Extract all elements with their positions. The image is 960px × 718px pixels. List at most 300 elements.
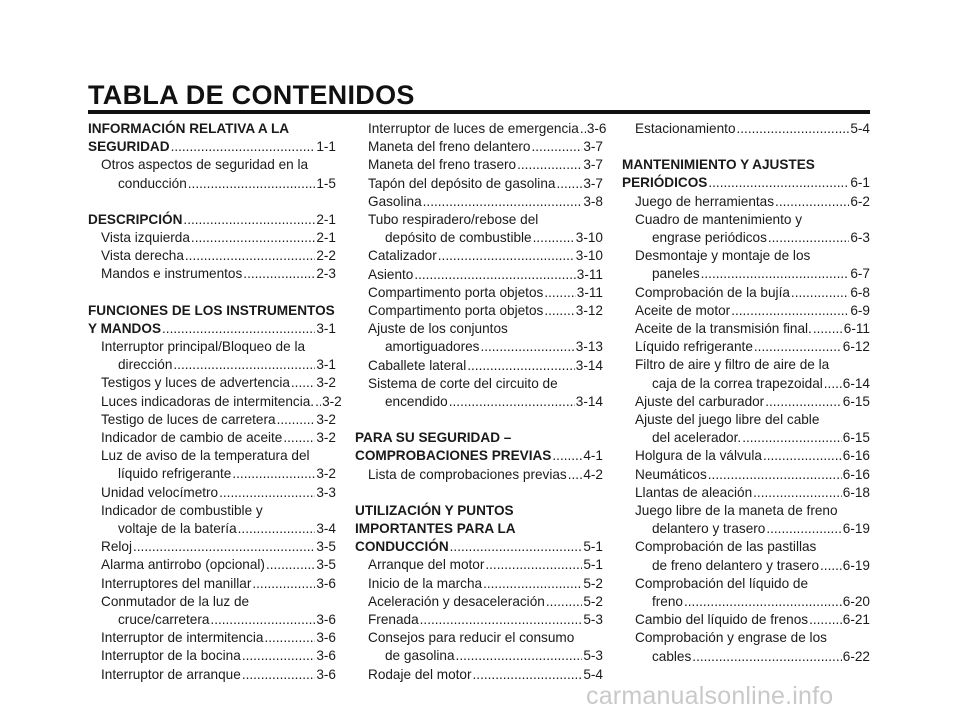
toc-entry xyxy=(622,575,870,593)
toc-page-number: 3-6 xyxy=(316,666,336,682)
dot-leader xyxy=(162,320,315,338)
toc-entry-label: Filtro de aire y filtro de aire de la xyxy=(635,357,830,373)
dot-leader xyxy=(414,266,575,284)
toc-entry xyxy=(355,138,603,156)
dot-leader xyxy=(423,193,583,211)
toc-section-heading: MANTENIMIENTO Y AJUSTES xyxy=(622,157,815,173)
toc-entry-label: Comprobación de la bujía xyxy=(635,284,790,300)
toc-page-number: 6-18 xyxy=(842,484,870,500)
dot-leader xyxy=(291,374,315,392)
dot-leader xyxy=(568,466,583,484)
toc-entry xyxy=(355,193,603,211)
toc-entry xyxy=(622,320,870,338)
toc-entry xyxy=(622,484,870,502)
toc-entry-label: Testigos y luces de advertencia xyxy=(101,375,290,391)
dot-leader xyxy=(283,429,315,447)
dot-leader xyxy=(556,175,582,193)
toc-entry-label: Juego libre de la maneta de freno xyxy=(635,503,838,519)
toc-entry-label: Cambio del líquido de frenos xyxy=(635,612,809,628)
toc-entry xyxy=(622,447,870,465)
toc-entry-label: PERIÓDICOS xyxy=(622,175,708,191)
toc-entry xyxy=(88,229,336,247)
toc-page-number: 3-5 xyxy=(316,557,336,573)
toc-page-number: 6-19 xyxy=(842,521,870,537)
toc-page-number: 3-1 xyxy=(316,320,336,336)
toc-section-entry xyxy=(622,174,870,192)
toc-entry-label: Sistema de corte del circuito de xyxy=(368,375,558,391)
dot-leader xyxy=(420,611,583,629)
toc-entry-label: dirección xyxy=(118,357,173,373)
toc-entry xyxy=(622,502,870,520)
toc-entry xyxy=(88,247,336,265)
watermark: carmanualsonline.info xyxy=(586,682,834,710)
dot-leader xyxy=(473,666,583,684)
toc-entry xyxy=(355,375,603,393)
toc-page-number: 3-2 xyxy=(316,411,336,427)
toc-entry-label: Comprobación y engrase de los xyxy=(635,630,827,646)
toc-page-number: 3-2 xyxy=(316,430,336,446)
toc-page-number: 3-2 xyxy=(322,393,342,409)
dot-leader xyxy=(517,156,582,174)
toc-entry-label: Líquido refrigerante xyxy=(635,339,753,355)
toc-entry xyxy=(622,393,870,411)
toc-page-number: 6-20 xyxy=(842,594,870,610)
toc-page-number: 3-6 xyxy=(316,575,336,591)
toc-entry xyxy=(88,465,336,483)
toc-entry xyxy=(622,284,870,302)
dot-leader xyxy=(450,538,583,556)
toc-entry-label: Estacionamiento xyxy=(635,121,736,136)
dot-leader xyxy=(809,611,842,629)
dot-leader xyxy=(820,557,842,575)
toc-entry xyxy=(88,484,336,502)
dot-leader xyxy=(580,120,586,138)
toc-page-number: 1-5 xyxy=(316,175,336,191)
toc-page-number: 3-12 xyxy=(575,303,603,319)
dot-leader xyxy=(754,338,842,356)
toc-entry-label: del acelerador. xyxy=(652,430,742,446)
toc-section-entry xyxy=(355,538,603,556)
toc-section-heading: INFORMACIÓN RELATIVA A LA xyxy=(88,121,290,136)
toc-entry-label: Juego de herramientas xyxy=(635,193,775,209)
toc-page-number: 6-22 xyxy=(842,648,870,664)
toc-section-heading: PARA SU SEGURIDAD – xyxy=(355,430,512,446)
toc-page-number: 6-16 xyxy=(842,466,870,482)
toc-column-3 xyxy=(622,120,870,666)
toc-entry-label: CONDUCCIÓN xyxy=(355,539,449,555)
toc-entry-label: Luces indicadoras de intermitencia. xyxy=(101,393,315,409)
toc-page-number: 5-4 xyxy=(850,121,870,136)
toc-page-number: 3-14 xyxy=(575,394,603,410)
dot-leader xyxy=(219,484,315,502)
dot-leader xyxy=(544,284,575,302)
toc-entry xyxy=(355,357,603,375)
toc-entry xyxy=(622,538,870,556)
title-rule xyxy=(88,110,870,114)
toc-page-number: 6-14 xyxy=(842,375,870,391)
toc-entry xyxy=(88,666,336,684)
toc-entry xyxy=(88,593,336,611)
dot-leader xyxy=(173,356,315,374)
toc-entry-label: Asiento xyxy=(368,266,414,282)
toc-entry-label: Maneta del freno delantero xyxy=(368,139,531,155)
toc-section-heading: FUNCIONES DE LOS INSTRUMENTOS xyxy=(88,302,335,318)
toc-entry-label: Neumáticos xyxy=(635,466,707,482)
toc-entry xyxy=(355,156,603,174)
toc-entry xyxy=(355,593,603,611)
toc-page-number: 2-1 xyxy=(316,230,336,246)
toc-section-heading: IMPORTANTES PARA LA xyxy=(355,521,516,537)
dot-leader xyxy=(232,465,315,483)
dot-leader xyxy=(315,393,321,411)
toc-page-number: 6-7 xyxy=(850,266,870,282)
toc-entry xyxy=(622,356,870,374)
toc-page-number: 3-2 xyxy=(316,375,336,391)
dot-leader xyxy=(242,647,316,665)
toc-entry xyxy=(355,175,603,193)
toc-entry xyxy=(622,375,870,393)
dot-leader xyxy=(708,174,849,192)
dot-leader xyxy=(692,648,841,666)
toc-page-number: 3-7 xyxy=(583,157,603,173)
toc-entry xyxy=(355,556,603,574)
toc-entry-label: encendido xyxy=(385,394,448,410)
dot-leader xyxy=(277,411,316,429)
dot-leader xyxy=(438,247,575,265)
toc-page-number: 5-1 xyxy=(583,539,603,555)
toc-entry xyxy=(88,520,336,538)
toc-entry xyxy=(622,120,870,138)
toc-page-number: 3-6 xyxy=(586,121,607,136)
toc-page-number: 2-1 xyxy=(316,211,336,227)
toc-entry-label: cables xyxy=(652,648,692,664)
toc-entry-label: conducción xyxy=(118,175,187,191)
toc-page-number: 5-1 xyxy=(583,557,603,573)
toc-entry-label: Consejos para reducir el consumo xyxy=(368,630,575,646)
toc-entry xyxy=(88,356,336,374)
toc-entry-label: Ajuste del carburador xyxy=(635,393,765,409)
toc-page-number: 3-7 xyxy=(583,175,603,191)
toc-entry-label: Tubo respiradero/rebose del xyxy=(368,212,539,228)
toc-section-entry xyxy=(88,320,336,338)
dot-leader xyxy=(544,302,574,320)
toc-entry-label: Frenada xyxy=(368,612,419,628)
dot-leader xyxy=(188,175,316,193)
toc-entry xyxy=(622,302,870,320)
toc-entry-label: Interruptor de luces de emergencia xyxy=(368,121,579,136)
dot-leader xyxy=(737,120,850,138)
toc-page-number: 6-1 xyxy=(850,175,870,191)
dot-leader xyxy=(456,647,583,665)
dot-leader xyxy=(701,265,850,283)
toc-entry-label: engrase periódicos xyxy=(652,230,767,246)
toc-page-number: 3-14 xyxy=(575,357,603,373)
toc-entry xyxy=(88,393,342,411)
toc-page-number: 6-12 xyxy=(842,339,870,355)
toc-section-entry xyxy=(355,447,603,465)
dot-leader xyxy=(824,375,842,393)
dot-leader xyxy=(467,357,575,375)
toc-entry-label: Tapón del depósito de gasolina xyxy=(368,175,556,191)
toc-entry xyxy=(355,320,603,338)
toc-page-number: 3-6 xyxy=(316,648,336,664)
toc-page-number: 6-19 xyxy=(842,557,870,573)
dot-leader xyxy=(264,629,315,647)
toc-column-2 xyxy=(355,120,607,684)
toc-page-number: 6-11 xyxy=(843,321,870,337)
toc-page-number: 3-6 xyxy=(316,612,336,628)
toc-entry xyxy=(355,247,603,265)
dot-leader xyxy=(191,229,315,247)
toc-entry-label: amortiguadores xyxy=(385,339,480,355)
toc-page-number: 5-3 xyxy=(583,612,603,628)
toc-page-number: 6-15 xyxy=(842,430,870,446)
toc-entry-label: paneles xyxy=(652,266,700,282)
dot-leader xyxy=(765,393,842,411)
toc-entry xyxy=(355,266,603,284)
toc-entry-label: Holgura de la válvula xyxy=(635,448,762,464)
toc-entry-label: SEGURIDAD xyxy=(88,139,170,155)
dot-leader xyxy=(252,575,315,593)
toc-section-entry xyxy=(88,138,336,156)
toc-entry-label: de gasolina xyxy=(385,648,455,664)
toc-entry xyxy=(88,502,336,520)
toc-entry-label: Rodaje del motor xyxy=(368,666,472,682)
dot-leader xyxy=(742,429,842,447)
toc-page-number: 6-9 xyxy=(850,302,870,318)
toc-entry xyxy=(622,229,870,247)
toc-page-number: 3-13 xyxy=(575,339,603,355)
toc-entry xyxy=(88,338,336,356)
toc-entry xyxy=(622,611,870,629)
dot-leader xyxy=(546,593,583,611)
toc-entry-label: Lista de comprobaciones previas xyxy=(368,466,567,482)
toc-entry xyxy=(355,338,603,356)
dot-leader xyxy=(791,284,849,302)
toc-page-number: 4-1 xyxy=(583,448,603,464)
toc-entry xyxy=(88,556,336,574)
toc-page-number: 2-3 xyxy=(316,266,336,282)
toc-entry-label: Ajuste del juego libre del cable xyxy=(635,412,820,428)
toc-section-heading: UTILIZACIÓN Y PUNTOS xyxy=(355,502,514,518)
toc-entry xyxy=(622,629,870,647)
toc-entry xyxy=(88,265,336,283)
toc-entry xyxy=(88,175,336,193)
dot-leader xyxy=(210,611,315,629)
toc-entry xyxy=(355,466,603,484)
toc-page-number: 3-11 xyxy=(576,266,603,282)
toc-entry-label: Conmutador de la luz de xyxy=(101,593,250,609)
toc-entry-label: delantero y trasero xyxy=(652,521,766,537)
toc-entry-label: Interruptor de la bocina xyxy=(101,648,241,664)
toc-entry-label: Inicio de la marcha xyxy=(368,575,483,591)
toc-entry xyxy=(355,229,603,247)
toc-page-number: 5-4 xyxy=(583,666,603,682)
toc-page-number: 3-11 xyxy=(576,284,603,300)
toc-entry-label: Reloj xyxy=(101,539,132,555)
toc-entry-label: Arranque del motor xyxy=(368,557,485,573)
dot-leader xyxy=(708,466,842,484)
toc-page-number: 1-1 xyxy=(316,139,336,155)
toc-entry-label: cruce/carretera xyxy=(118,612,210,628)
toc-entry-label: Interruptores del manillar xyxy=(101,575,252,591)
toc-entry-label: Indicador de cambio de aceite xyxy=(101,430,283,446)
toc-page-number: 5-2 xyxy=(583,575,603,591)
dot-leader xyxy=(242,666,316,684)
toc-entry xyxy=(622,429,870,447)
toc-entry-label: Vista derecha xyxy=(101,248,184,264)
toc-entry-label: Cuadro de mantenimiento y xyxy=(635,211,802,227)
toc-entry xyxy=(622,648,870,666)
toc-entry-label: freno xyxy=(652,594,683,610)
toc-entry xyxy=(622,466,870,484)
toc-entry xyxy=(88,611,336,629)
toc-section-entry xyxy=(88,211,336,229)
dot-leader xyxy=(533,229,575,247)
toc-entry-label: Unidad velocímetro xyxy=(101,484,219,500)
toc-page-number: 3-1 xyxy=(316,357,336,373)
toc-entry xyxy=(355,666,603,684)
toc-entry xyxy=(88,447,336,465)
toc-page-number: 3-3 xyxy=(316,484,336,500)
dot-leader xyxy=(766,520,841,538)
toc-entry xyxy=(88,156,336,174)
toc-entry-label: Interruptor de arranque xyxy=(101,666,241,682)
toc-entry-label: Caballete lateral xyxy=(368,357,467,373)
toc-entry-label: Gasolina xyxy=(368,193,422,209)
toc-entry-label: Alarma antirrobo (opcional) xyxy=(101,557,265,573)
toc-entry-label: Aceite de motor xyxy=(635,302,731,318)
toc-entry-label: Maneta del freno trasero xyxy=(368,157,517,173)
dot-leader xyxy=(684,593,842,611)
dot-leader xyxy=(775,193,849,211)
dot-leader xyxy=(768,229,849,247)
dot-leader xyxy=(480,338,574,356)
dot-leader xyxy=(485,556,582,574)
toc-entry xyxy=(355,647,603,665)
toc-page-number: 6-15 xyxy=(842,393,870,409)
dot-leader xyxy=(753,484,842,502)
toc-entry-label: Compartimento porta objetos xyxy=(368,303,544,319)
toc-entry-label: Comprobación del líquido de xyxy=(635,575,809,591)
toc-page-number: 6-16 xyxy=(842,448,870,464)
toc-page-number: 3-10 xyxy=(575,248,603,264)
toc-page-number: 5-2 xyxy=(583,593,603,609)
toc-entry xyxy=(355,629,603,647)
toc-entry-label: Llantas de aleación xyxy=(635,484,753,500)
toc-page-number: 6-2 xyxy=(850,193,870,209)
toc-entry xyxy=(355,575,603,593)
toc-entry xyxy=(88,538,336,556)
dot-leader xyxy=(813,320,843,338)
toc-page-number: 6-8 xyxy=(850,284,870,300)
toc-entry xyxy=(355,302,603,320)
toc-page-number: 3-4 xyxy=(316,521,336,537)
dot-leader xyxy=(171,138,316,156)
toc-entry xyxy=(355,211,603,229)
toc-entry-label: caja de la correa trapezoidal xyxy=(652,375,823,391)
dot-leader xyxy=(552,447,582,465)
toc-entry xyxy=(88,629,336,647)
toc-page-number: 5-3 xyxy=(583,648,603,664)
page-title: TABLA DE CONTENIDOS xyxy=(88,80,415,110)
toc-entry-label: Aceleración y desaceleración xyxy=(368,593,545,609)
toc-entry xyxy=(622,411,870,429)
dot-leader xyxy=(243,265,315,283)
toc-entry-label: de freno delantero y trasero xyxy=(652,557,820,573)
toc-entry-label: depósito de combustible xyxy=(385,230,532,246)
toc-entry-label: Interruptor principal/Bloqueo de la xyxy=(101,339,306,355)
toc-entry-label: Mandos e instrumentos xyxy=(101,266,243,282)
toc-entry xyxy=(88,429,336,447)
dot-leader xyxy=(731,302,849,320)
toc-entry-label: Catalizador xyxy=(368,248,437,264)
toc-page-number: 3-2 xyxy=(316,466,336,482)
toc-page-number: 3-5 xyxy=(316,539,336,555)
toc-page-number: 3-10 xyxy=(575,230,603,246)
toc-page-number: 4-2 xyxy=(583,466,603,482)
dot-leader xyxy=(133,538,315,556)
toc-entry-label: Luz de aviso de la temperatura del xyxy=(101,448,310,464)
toc-entry-label: Ajuste de los conjuntos xyxy=(368,321,508,337)
toc-entry-label: líquido refrigerante xyxy=(118,466,232,482)
toc-entry-label: Interruptor de intermitencia xyxy=(101,630,264,646)
toc-page-number: 6-21 xyxy=(842,612,870,628)
toc-page-number: 3-6 xyxy=(316,630,336,646)
toc-column-1 xyxy=(88,120,342,684)
toc-entry-label: Compartimento porta objetos xyxy=(368,284,544,300)
toc-entry-label: COMPROBACIONES PREVIAS xyxy=(355,448,552,464)
dot-leader xyxy=(483,575,582,593)
toc-entry-label: Comprobación de las pastillas xyxy=(635,539,817,555)
dot-leader xyxy=(449,393,575,411)
toc-entry-label: Vista izquierda xyxy=(101,230,190,246)
toc-entry xyxy=(88,411,336,429)
toc-page-number: 2-2 xyxy=(316,248,336,264)
toc-entry xyxy=(622,338,870,356)
toc-entry xyxy=(88,575,336,593)
toc-entry xyxy=(622,211,870,229)
toc-page-number: 3-8 xyxy=(583,193,603,209)
toc-entry xyxy=(622,557,870,575)
toc-entry xyxy=(355,284,603,302)
toc-entry-label: voltaje de la batería xyxy=(118,521,237,537)
toc-entry xyxy=(622,265,870,283)
toc-entry-label: DESCRIPCIÓN xyxy=(88,211,183,227)
toc-entry xyxy=(355,393,603,411)
toc-page-number: 3-7 xyxy=(583,139,603,155)
toc-entry xyxy=(355,611,603,629)
toc-entry xyxy=(622,593,870,611)
toc-entry xyxy=(622,247,870,265)
toc-entry-label: Y MANDOS xyxy=(88,320,162,336)
toc-entry xyxy=(88,647,336,665)
dot-leader xyxy=(183,211,315,229)
dot-leader xyxy=(531,138,582,156)
toc-entry-label: Desmontaje y montaje de los xyxy=(635,248,811,264)
toc-page-number: 6-3 xyxy=(850,230,870,246)
dot-leader xyxy=(185,247,315,265)
toc-entry-label: Otros aspectos de seguridad en la xyxy=(101,157,309,173)
toc-entry-label: Aceite de la transmisión final. xyxy=(635,321,812,337)
toc-entry xyxy=(88,374,336,392)
toc-entry xyxy=(622,520,870,538)
toc-entry xyxy=(355,120,607,138)
toc-entry xyxy=(622,193,870,211)
dot-leader xyxy=(238,520,316,538)
toc-entry-label: Testigo de luces de carretera xyxy=(101,411,276,427)
dot-leader xyxy=(763,447,842,465)
